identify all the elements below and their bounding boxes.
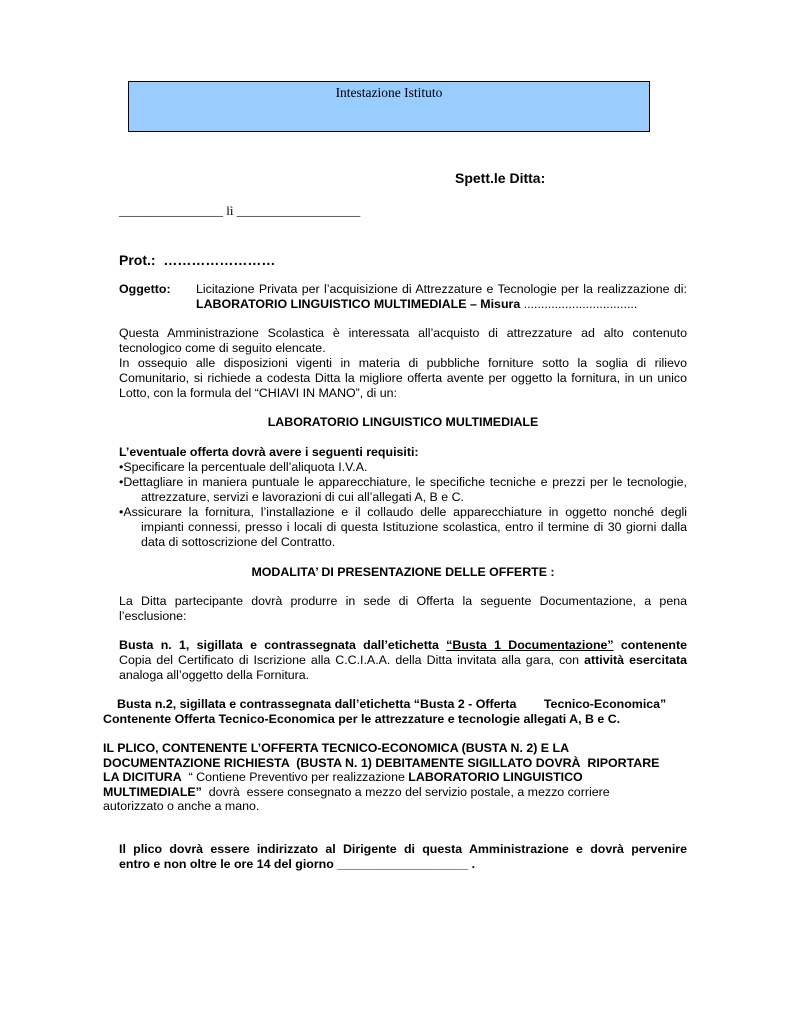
plico-preventivo: “ Contiene Preventivo per realizzazione [181,770,409,784]
plico-line-3 [103,770,703,785]
intro-paragraph-2: In ossequio alle disposizioni vigenti in materia di pubbliche forniture sotto la soglia di rilievo Comunitario, si richiede a codesta Ditta la migliore offerta avente per oggetto la fornitura, in un unico Lotto, con la formula del “CHIAVI IN MANO”, di un: [119,356,687,400]
plico-line-5: autorizzato o anche a mano. [103,799,260,813]
busta2-line-1: Busta n.2, sigillata e contrassegnata dall’etichetta “Busta 2 - Offerta Tecnico-Economica” [117,697,667,711]
plico-line-2: DOCUMENTAZIONE RICHIESTA (BUSTA N. 1) DEBITAMENTE SIGILLATO DOVRÀ RIPORTARE [103,755,660,770]
header-box [128,81,650,132]
busta1-bold-start: Busta n. 1, sigillata e contrassegnata dall’etichetta [119,638,447,652]
busta1-text: Copia del Certificato di Iscrizione alla C.C.I.A.A. della Ditta invitata alla gara, con [119,653,585,667]
plico-line-1: IL PLICO, CONTENENTE L’OFFERTA TECNICO-ECONOMICA (BUSTA N. 2) E LA [103,741,570,755]
busta1-text-end: analoga all’oggetto della Fornitura. [119,668,310,682]
lab-title: LABORATORIO LINGUISTICO MULTIMEDIALE [267,415,539,429]
plico-consegna: dovrà essere consegnato a mezzo del servizio postale, a mezzo corriere [201,784,610,799]
closing-block [119,842,687,872]
subject-bold: LABORATORIO LINGUISTICO MULTIMEDIALE – Misura [196,297,521,311]
requirements-block [119,445,687,550]
intro-block [119,326,687,401]
busta1-bold-end: contenente [613,638,687,652]
closing-line-2: entro e non oltre le ore 14 del giorno ___________________ . [119,857,476,871]
place-date-line: ________________ lì ___________________ [119,203,361,218]
busta1-label: “Busta 1 Documentazione” [446,638,614,652]
modalita-intro: La Ditta partecipante dovrà produrre in sede di Offerta la seguente Documentazione, a pena l’esclusione: [119,594,687,623]
busta1-bold-mid: attività esercitata [584,653,687,667]
plico-line-4 [103,785,703,800]
intro-paragraph-1: Questa Amministrazione Scolastica è interessata all’acquisto di attrezzature ad alto contenuto tecnologico come di seguito elencate. [119,326,687,355]
requirement-item: •Specificare la percentuale dell’aliquota I.V.A. [119,460,368,474]
modalita-title: MODALITA’ DI PRESENTAZIONE DELLE OFFERTE : [251,565,555,579]
requirements-heading: L’eventuale offerta dovrà avere i seguenti requisiti: [119,445,419,459]
busta1-block [119,638,687,683]
addressee-label: Spett.le Ditta: [455,170,546,186]
subject-label: Oggetto: [119,282,171,296]
busta1-line-1 [119,638,687,653]
plico-multimediale: MULTIMEDIALE” [103,784,202,799]
busta2-line-2: Contenente Offerta Tecnico-Economica per le attrezzature e tecnologie allegati A, B e C. [103,712,621,726]
subject-line: Licitazione Privata per l’acquisizione di Attrezzature e Tecnologie per la realizzazione di: [196,282,687,296]
plico-lab: LABORATORIO LINGUISTICO [408,770,583,784]
plico-block [103,741,703,814]
closing-line-1: Il plico dovrà essere indirizzato al Dirigente di questa Amministrazione e dovrà pervenire [119,842,687,856]
requirement-item: •Dettagliare in maniera puntuale le apparecchiature, le specifiche tecniche e prezzi per le tecnologie, attrezzature, servizi e lavorazioni di cui all’allegati A, B e C. [119,475,687,504]
requirement-item: •Assicurare la fornitura, l’installazione e il collaudo delle apparecchiature in oggetto nonché degli impianti connessi, presso i locali di questa Istituzione scolastica, entro il termine di 30 giorni dalla data di sottoscrizione del Contratto. [119,505,687,549]
busta1-line-2 [119,653,687,668]
subject-dots: ................................. [520,297,638,311]
subject-text [196,282,687,312]
plico-dicitura: LA DICITURA [103,770,182,784]
protocol-line: Prot.: …………………… [119,252,276,268]
institute-header-title: Intestazione Istituto [335,85,443,100]
